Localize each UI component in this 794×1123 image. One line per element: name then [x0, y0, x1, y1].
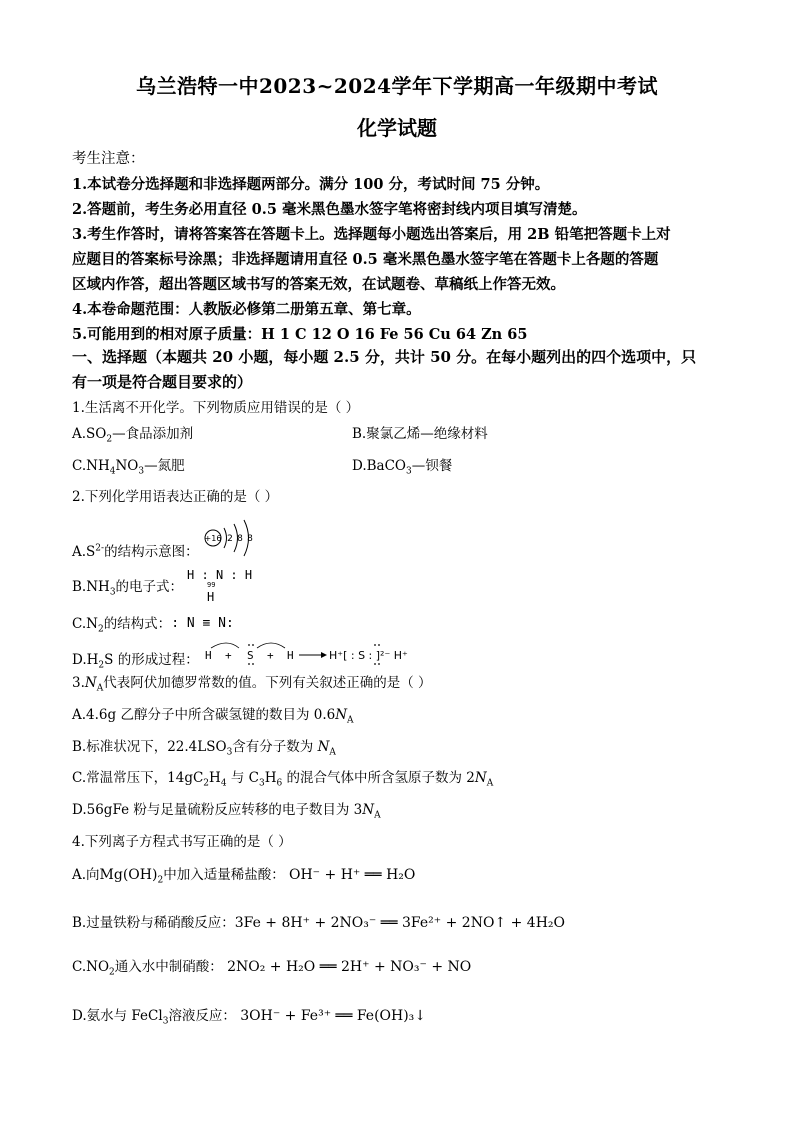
shell-1-count: 2	[226, 534, 233, 545]
q4-equation-b: 3Fe + 8H⁺ + 2NO₃⁻ ══ 3Fe²⁺ + 2NO↑ + 4H₂O	[234, 914, 565, 931]
q3-option-c[interactable]: C.常温常压下，$14gC_2H_4$ 与 $C_3H_6$ 的混合气体中所含氢原子数为 $2N_A$	[72, 770, 494, 790]
q1-stem: 1.生活离不开化学。下列物质应用错误的是（ ）	[72, 400, 360, 416]
shell-3-count: 8	[246, 534, 253, 545]
candidate-notice	[72, 147, 732, 347]
q4-option-a[interactable]: A.向$Mg(OH)_2$中加入适量稀盐酸： OH⁻ + H⁺ ══ H₂O	[72, 866, 416, 886]
exam-subtitle: 化学试题	[357, 116, 437, 140]
notice-line-3c: 区域内作答，超出答题区域书写的答案无效，在试题卷、草稿纸上作答无效。	[72, 276, 565, 293]
q4-stem: 4.下列离子方程式书写正确的是（ ）	[72, 833, 292, 850]
notice-line-1: 1.本试卷分选择题和非选择题两部分。满分 100 分，考试时间 75 分钟。	[72, 176, 550, 193]
exam-title: 乌兰浩特一中2023~2024学年下学期高一年级期中考试	[135, 74, 659, 98]
q3-option-b[interactable]: B.标准状况下，$22.4LSO_3$含有分子数为 $N_A$	[72, 738, 336, 758]
q1-option-c[interactable]: $C.NH_4NO_3—$氮肥	[72, 457, 185, 477]
notice-line-4: 4.本卷命题范围：人教版必修第二册第五章、第七章。	[72, 301, 421, 318]
ammonia-electron-formula: H : N : H 99 H	[187, 568, 253, 605]
q3-option-a[interactable]: A.4.6g 乙醇分子中所含碳氢键的数目为 $0.6N_A$	[72, 707, 354, 726]
q2-option-c[interactable]: $C.N_2$的结构式： : N ≡ N:	[72, 615, 234, 635]
q3-option-d[interactable]: D.56gFe 粉与足量硫粉反应转移的电子数目为 $3N_A$	[72, 802, 381, 821]
q2-option-d[interactable]: $D.H_2S$ 的形成过程： H + S + H H⁺[ : S : ]²⁻ H⁺	[72, 638, 732, 670]
q4-equation-a: OH⁻ + H⁺ ══ H₂O	[289, 866, 416, 883]
q2-stem: 2.下列化学用语表达正确的是（ ）	[72, 489, 279, 506]
notice-heading: 考生注意：	[72, 151, 145, 167]
q4-option-b[interactable]: B.过量铁粉与稀硝酸反应：3Fe + 8H⁺ + 2NO₃⁻ ══ 3Fe²⁺ + 2NO↑ + 4H₂O	[72, 914, 565, 931]
notice-line-5: 5.可能用到的相对原子质量：H 1 C 12 O 16 Fe 56 Cu 64 Zn 65	[72, 326, 528, 343]
left-hydrogen: H	[204, 649, 212, 663]
shell-2-count: 8	[236, 534, 243, 545]
q4-equation-c: 2NO₂ + H₂O ══ 2H⁺ + NO₃⁻ + NO	[227, 958, 472, 975]
questions	[72, 345, 732, 1044]
notice-line-3a: 3.考生作答时，请将答案答在答题卡上。选择题每小题选出答案后，用 2B 铅笔把答题卡上对	[72, 226, 671, 243]
h2s-formation-diagram	[203, 638, 443, 670]
svg-text:+: +	[224, 649, 232, 663]
sulfur-atom: S	[246, 649, 254, 663]
nitrogen-structural-formula: : N ≡ N:	[171, 615, 234, 631]
right-hydrogen: H	[286, 649, 294, 663]
notice-line-2: 2.答题前，考生务必用直径 0.5 毫米黑色墨水签字笔将密封线内项目填写清楚。	[72, 201, 587, 218]
q1-option-a[interactable]: $A.SO_2—$食品添加剂	[72, 426, 194, 445]
q4-option-d[interactable]: D.氨水与 FeCl$_3$溶液反应： 3OH⁻ + Fe³⁺ ══ Fe(OH)₃↓	[72, 1008, 427, 1027]
q2-option-b[interactable]: $B.NH_3$的电子式： H : N : H 99 H	[72, 564, 732, 608]
q3-stem: $3.N_A$代表阿伏加德罗常数的值。下列有关叙述正确的是（ ）	[72, 675, 432, 695]
svg-text:+: +	[266, 649, 274, 663]
nucleus-label: +16	[204, 534, 222, 544]
sulfide-ion-structure-diagram	[203, 514, 263, 562]
q2-option-a[interactable]: $A.S^{2-}$的结构示意图： +16 2 8 8	[72, 514, 732, 562]
q4-option-c[interactable]: $C.NO_2$通入水中制硝酸： 2NO₂ + H₂O ══ 2H⁺ + NO₃⁻ + NO	[72, 958, 472, 978]
q1-option-b[interactable]: B.聚氯乙烯—绝缘材料	[352, 426, 488, 442]
section-heading-line-2: 有一项是符合题目要求的）	[72, 373, 253, 391]
product-ionic-formula: H⁺[ : S : ]²⁻ H⁺	[328, 649, 408, 663]
q1-option-d[interactable]: D.BaCO$_3$—钡餐	[352, 457, 453, 477]
q1-options-row-2	[72, 453, 732, 485]
q4-equation-d: 3OH⁻ + Fe³⁺ ══ Fe(OH)₃↓	[240, 1008, 427, 1025]
notice-line-3b: 应题目的答案标号涂黑；非选择题请用直径 0.5 毫米黑色墨水签字笔在答题卡上各题的答题	[72, 251, 659, 268]
q1-options-row-1	[72, 421, 732, 453]
section-heading-line-1: 一、选择题（本题共 20 小题，每小题 2.5 分，共计 50 分。在每小题列出的四个选项中，只	[72, 348, 697, 366]
